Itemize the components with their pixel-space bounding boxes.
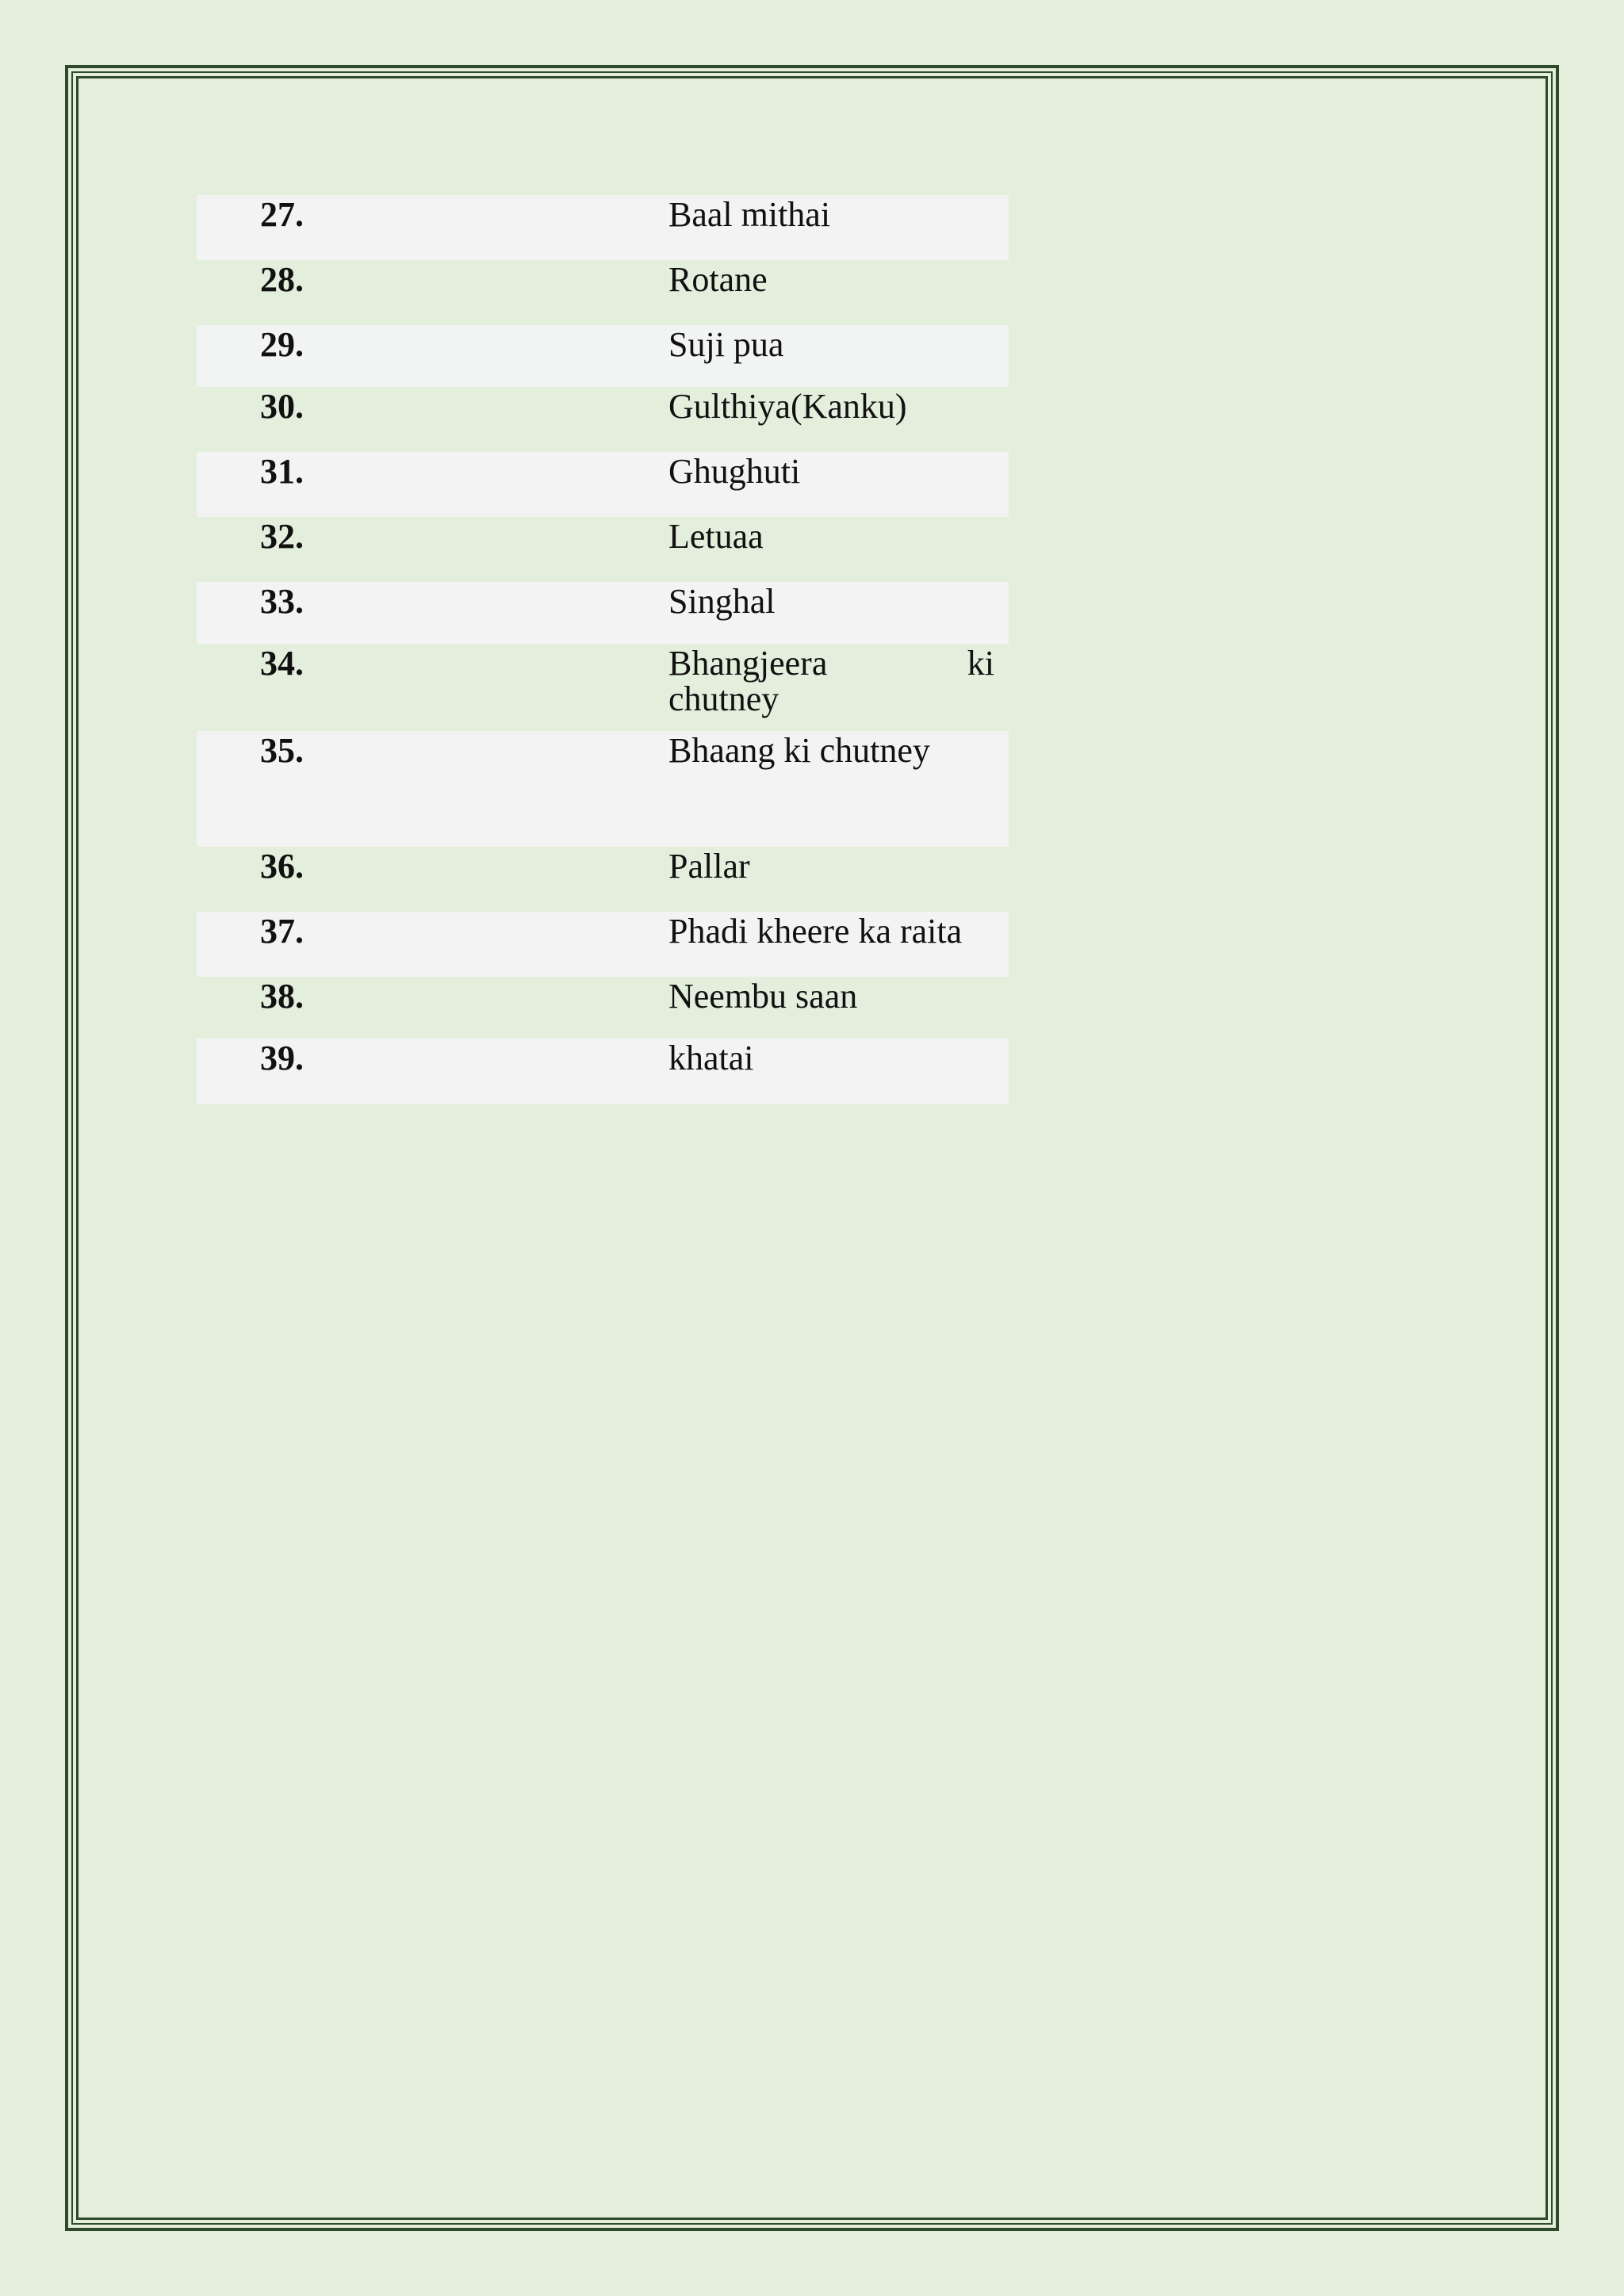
row-number: 37. [197,912,668,977]
food-name: Singhal [668,582,1009,644]
row-number: 34. [260,644,304,683]
row-number: 29. [197,325,668,387]
food-name-part: ki [967,644,994,683]
food-name: Bhaang ki chutney [668,731,1009,847]
table-row [197,912,1009,977]
row-number: 33. [197,582,668,644]
row-number: 32. [260,517,304,556]
table-row [197,1039,1009,1104]
row-number: 38. [260,977,304,1016]
food-name: Neembu saan [668,977,858,1016]
food-name: Phadi kheere ka raita [668,912,1009,977]
food-name: Letuaa [668,517,764,556]
row-number: 39. [197,1039,668,1104]
food-name: Rotane [668,260,768,299]
food-name [668,644,1009,731]
food-name: khatai [668,1039,1009,1104]
table-row [197,731,1009,847]
table-row [197,847,1009,912]
food-list-table [197,195,1009,1104]
table-row [197,387,1009,452]
table-row [197,195,1009,260]
row-number: 36. [260,847,304,886]
food-name: Baal mithai [668,195,1009,260]
food-name-line: chutney [668,679,779,718]
food-name: Ghughuti [668,452,1009,517]
row-number: 28. [260,260,304,299]
table-row [197,977,1009,1039]
table-row [197,517,1009,582]
row-number: 35. [197,731,668,847]
food-name: Gulthiya(Kanku) [668,387,907,426]
food-name: Pallar [668,847,750,886]
table-row [197,260,1009,325]
table-row [197,644,1009,731]
food-name-part: Bhangjeera [668,644,828,683]
table-row [197,452,1009,517]
table-row [197,582,1009,644]
row-number: 27. [197,195,668,260]
row-number: 30. [260,387,304,426]
food-name-line [668,644,994,683]
food-name: Suji pua [668,325,1009,387]
table-row [197,325,1009,387]
row-number: 31. [197,452,668,517]
